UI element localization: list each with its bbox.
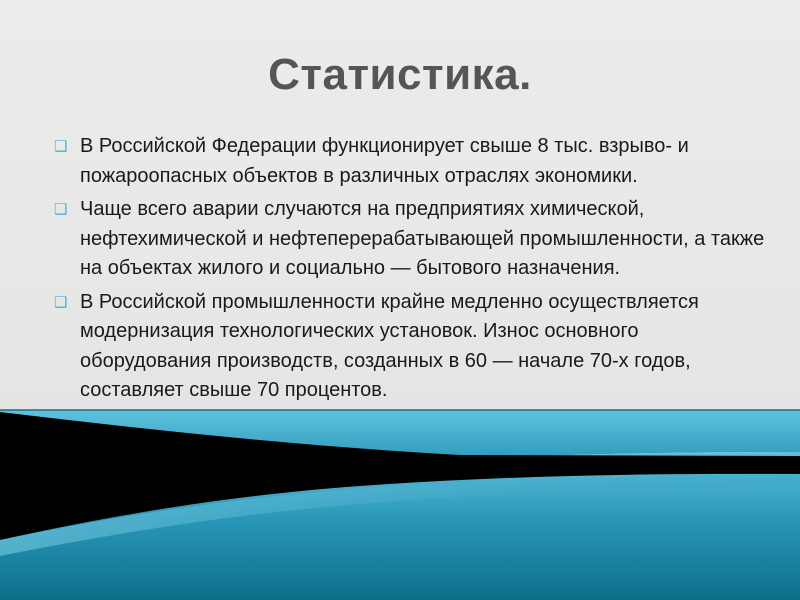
bullet-text: Чаще всего аварии случаются на предприятиях химической, нефтехимической и нефтеперерабатывающей промышленности, а также на объектах жилого и социально — бытового назначения. [80,198,765,279]
hollow-square-bullet-icon: ❑ [54,138,68,155]
bullet-item [54,132,766,191]
bullet-item [54,195,766,284]
slide-title: Статистика. [268,50,532,99]
bullet-text: В Российской Федерации функционирует свыше 8 тыс. взрыво- и пожароопасных объектов в различных отраслях экономики. [80,135,689,187]
bullet-item [54,288,766,406]
hollow-square-bullet-icon: ❑ [54,293,68,311]
hollow-square-bullet-icon: ❑ [54,201,68,218]
bullet-list [54,132,766,410]
bullet-text: В Российской промышленности крайне медленно осуществляется модернизация технологических установок. Износ основного оборудования производств, созданных в 60 — начале 70-х годов, составляет свыше 70 процентов. [80,290,699,401]
